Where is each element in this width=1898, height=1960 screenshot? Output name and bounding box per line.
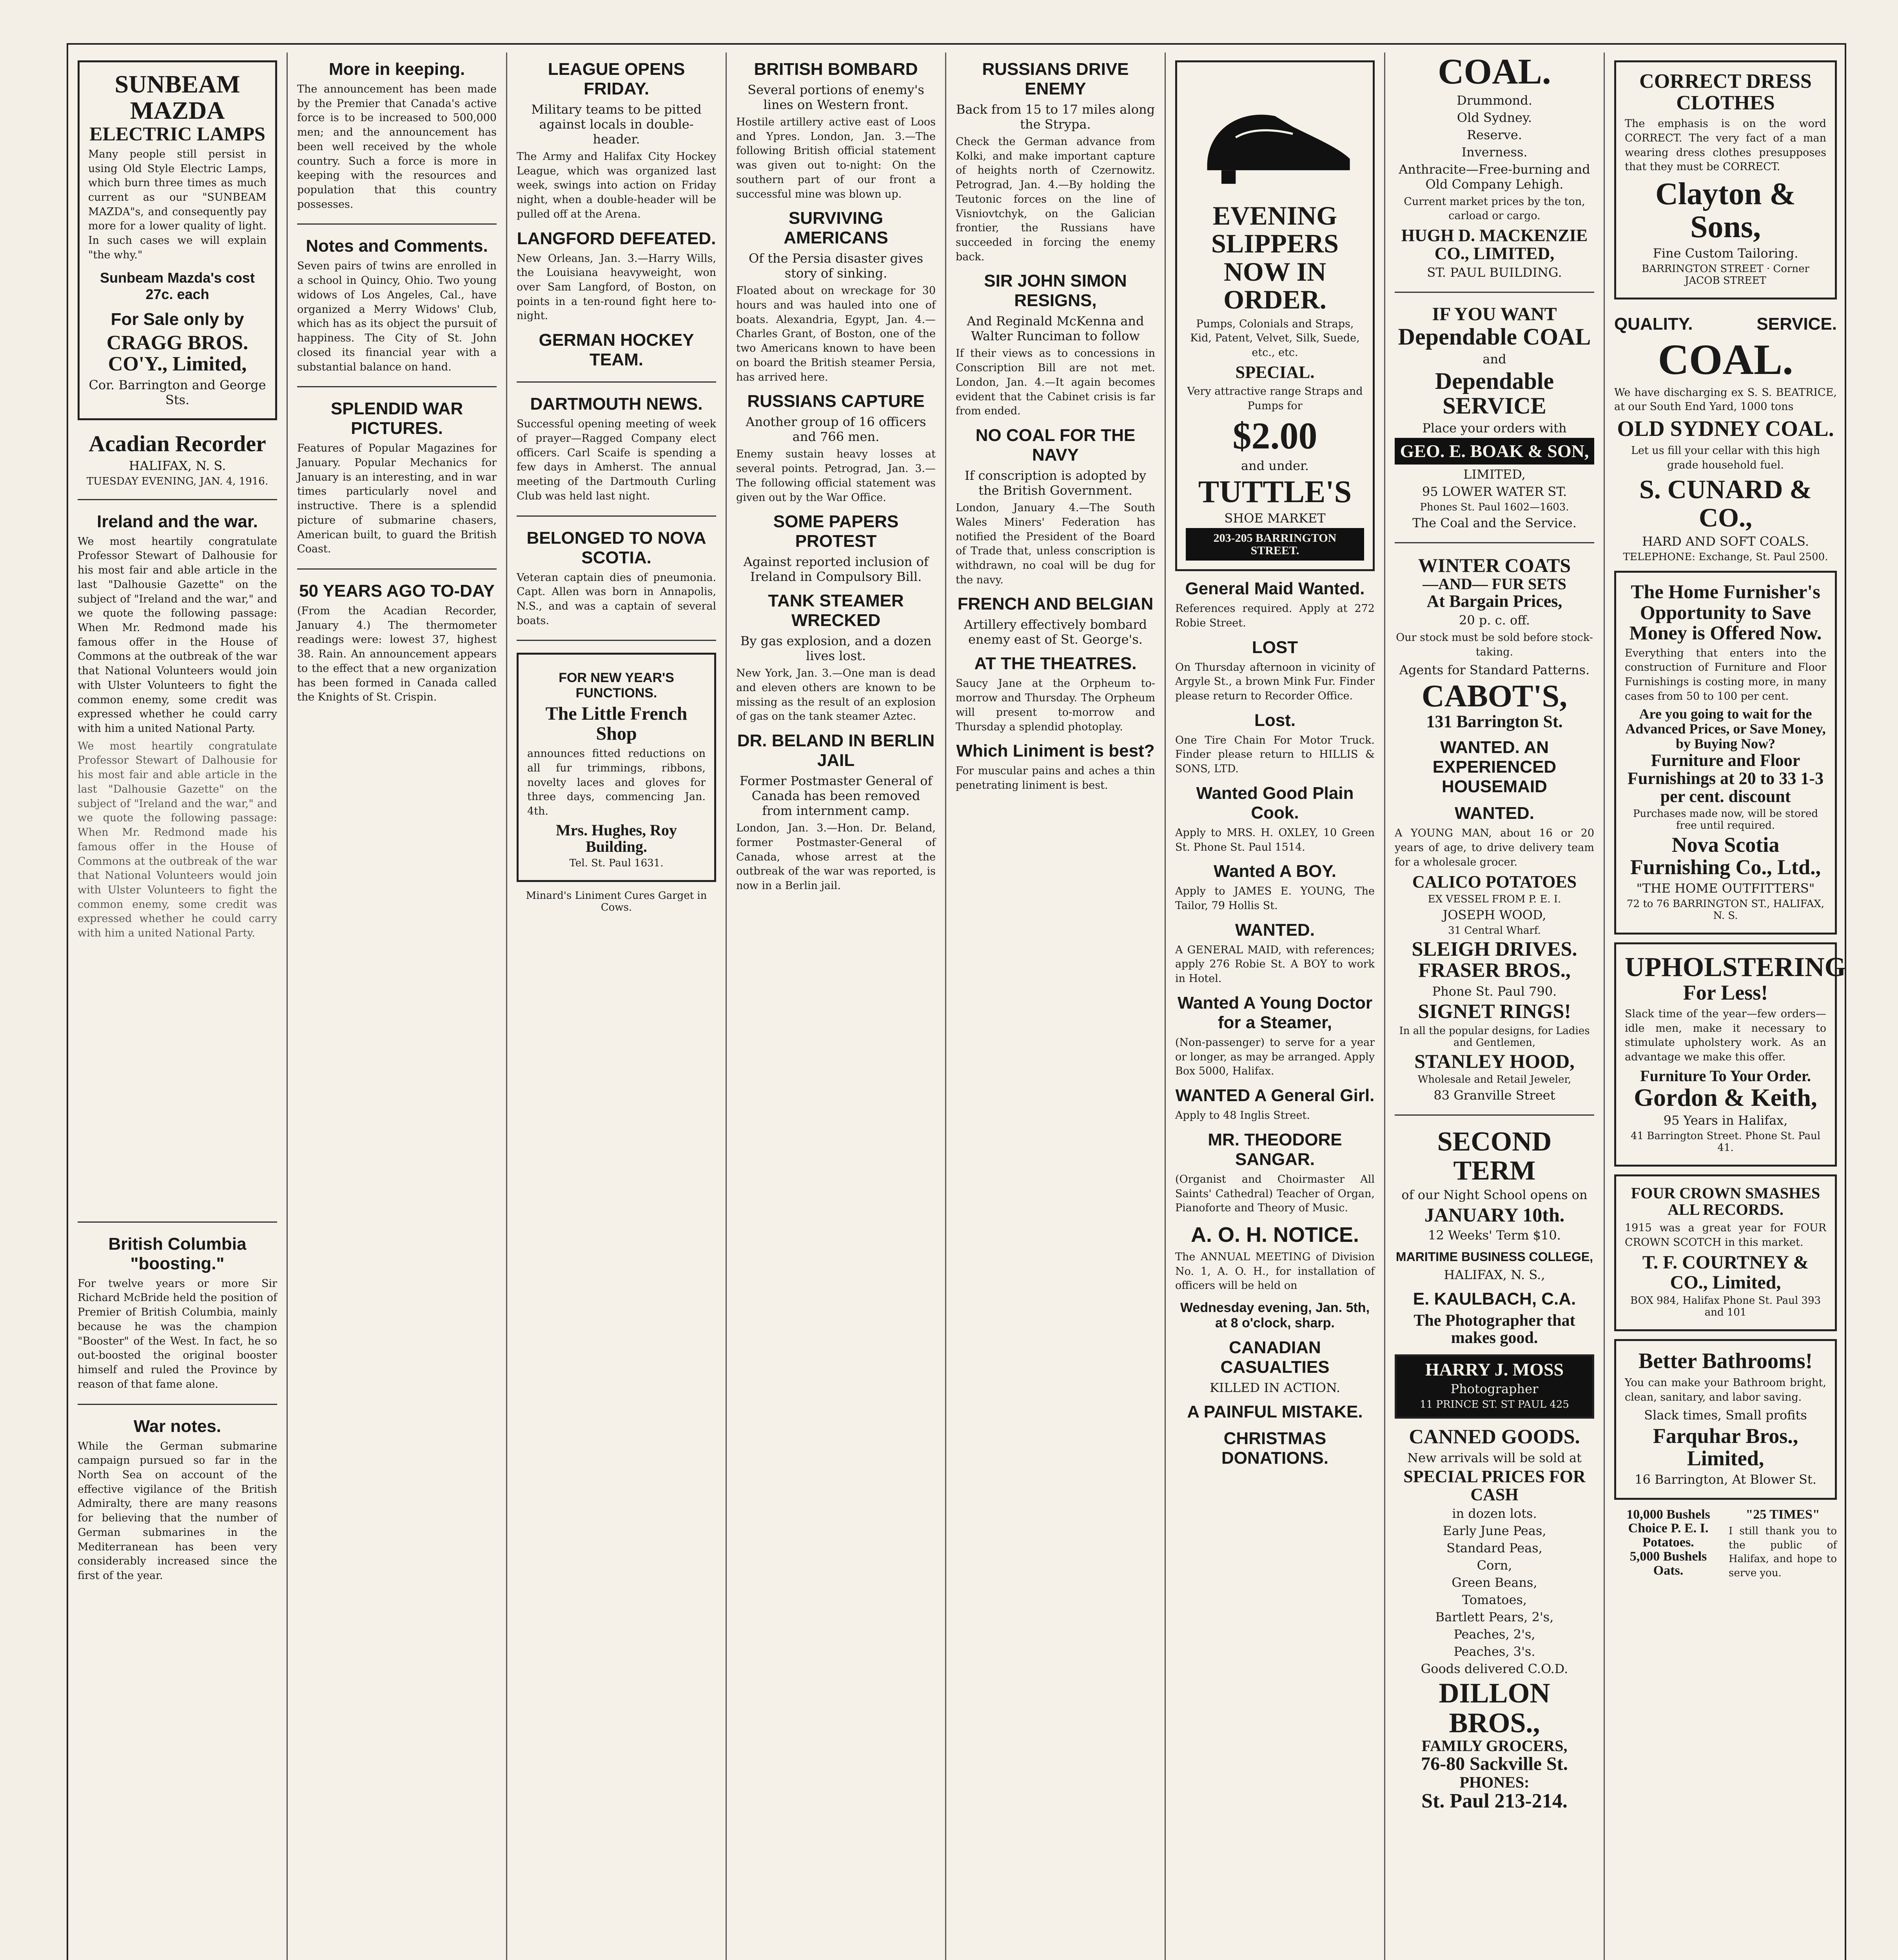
upholstering-ad	[1614, 942, 1846, 1167]
term-date: JANUARY 10th.	[1424, 1204, 1565, 1226]
headline-hockey: GERMAN HOCKEY TEAM.	[539, 330, 694, 370]
headline-notes: Notes and Comments.	[306, 236, 488, 256]
cragg-address: Cor. Barrington and George Sts.	[89, 377, 266, 407]
dillon-phones-label: PHONES:	[1459, 1773, 1530, 1791]
boak-address: 95 LOWER WATER ST.	[1422, 484, 1567, 499]
tuttle-name: TUTTLE'S	[1198, 475, 1352, 510]
article-ireland-cont: We most heartily congratulate Professor Stewart of Dalhousie for his most fair and able article in the last "Dalhousie Gazette" on the subject of "Ireland and the war," and we quote the following passage: When Mr. Redmond made his famous offer in the House of Commons at the outbreak of the war that National Volunteers would join with Ulster Volunteers to fight the common enemy, some credit was expressed whether he could carry with him a united National Party.	[78, 740, 277, 940]
times-text: I still thank you to the public of Halifax, and hope to serve you.	[1729, 1525, 1837, 1579]
special-label: SPECIAL.	[1235, 362, 1315, 382]
coal-type-1: Drummond.	[1457, 93, 1532, 108]
headline-xmas: CHRISTMAS DONATIONS.	[1221, 1429, 1328, 1468]
slack-times: Slack times, Small profits	[1644, 1408, 1807, 1423]
nsf-address: 72 to 76 BARRINGTON ST., HALIFAX, N. S.	[1626, 898, 1824, 922]
clayton-name: Clayton & Sons,	[1655, 177, 1796, 245]
column-1	[68, 53, 288, 1960]
article-keeping: The announcement has been made by the Premier that Canada's active force is to be increased to 500,000 men; and the announcement has been well received by the whole country. Such a force is more in keeping with the resources and population that this country possesses.	[297, 83, 497, 211]
headline-navy: NO COAL FOR THE NAVY	[975, 426, 1136, 465]
column-7	[1385, 53, 1605, 1960]
article-langford: New Orleans, Jan. 3.—Harry Wills, the Louisiana heavyweight, won over Sam Langford, of Boston, on points in a ten-round fight here to-night.	[517, 252, 716, 322]
goods-item-2: Standard Peas,	[1446, 1540, 1542, 1555]
quality-row	[1614, 307, 1837, 337]
subhead-russians: Another group of 16 officers and 766 men.	[746, 414, 926, 445]
headline-bombard: BRITISH BOMBARD	[754, 60, 918, 79]
shop-owner: Mrs. Hughes, Roy Building.	[556, 821, 677, 855]
service-label: SERVICE.	[1756, 314, 1837, 334]
headline-maid: General Maid Wanted.	[1185, 579, 1365, 599]
subhead-drive: Back from 15 to 17 miles along the Strypa.	[956, 102, 1155, 132]
term-text: of our Night School opens on	[1401, 1187, 1588, 1203]
cabot-name: CABOT'S,	[1421, 679, 1568, 714]
headline-league: LEAGUE OPENS FRIDAY.	[548, 60, 685, 98]
sale-label: For Sale only by	[111, 309, 244, 329]
quality-label: QUALITY.	[1614, 314, 1693, 334]
coal-type-5: Anthracite—Free-burning and Old Company Lehigh.	[1399, 162, 1590, 192]
gordon-address: 41 Barrington Street. Phone St. Paul 41.	[1630, 1130, 1821, 1154]
sangar-text: (Organist and Choirmaster All Saints' Cathedral) Teacher of Organ, Pianoforte and Theory of Music.	[1175, 1173, 1375, 1214]
slipper-headline: EVENING SLIPPERS NOW IN ORDER.	[1211, 201, 1339, 315]
dozen-lots: in dozen lots.	[1452, 1506, 1537, 1521]
text-young-man: A YOUNG MAN, about 16 or 20 years of age, to drive delivery team for a wholesale grocer.	[1395, 827, 1594, 868]
sydney-coal: OLD SYDNEY COAL.	[1617, 417, 1834, 441]
article-navy: London, January 4.—The South Wales Miners' Federation has notified the President of the Board of Trade that, unless conscription is withdrawn, no coal will be dug for the navy.	[956, 502, 1155, 586]
column-2	[288, 53, 507, 1960]
text-lost: On Thursday afternoon in vicinity of Argyle St., a brown Mink Fur. Finder please return to Recorder Office.	[1175, 661, 1375, 702]
headline-russians: RUSSIANS CAPTURE	[747, 392, 925, 411]
photographer-tagline: The Photographer that makes good.	[1414, 1311, 1575, 1347]
sunbeam-text: Many people still persist in using Old Style Electric Lamps, which burn three times as much current as our "SUNBEAM MAZDA"s, and consequently pay more for a lower quality of light. In such cases we will explain "the why."	[88, 148, 267, 261]
article-russians: Enemy sustain heavy losses at several points. Petrograd, Jan. 3.—The following official statement was given out by the War Office.	[736, 448, 936, 504]
headline-housemaid: WANTED. AN EXPERIENCED HOUSEMAID	[1432, 738, 1557, 797]
headline-keeping: More in keeping.	[328, 60, 465, 79]
price-under: and under.	[1241, 458, 1309, 474]
fur-sets: —AND— FUR SETS	[1423, 575, 1566, 593]
moss-sub: Photographer	[1450, 1381, 1539, 1397]
special-prices: SPECIAL PRICES FOR CASH	[1403, 1466, 1586, 1504]
wood-address: 31 Central Wharf.	[1448, 924, 1541, 936]
oats-text: 5,000 Bushels Oats.	[1629, 1549, 1707, 1578]
stanley-name: STANLEY HOOD,	[1414, 1050, 1575, 1072]
subhead-bombard: Several portions of enemy's lines on Western front.	[748, 82, 924, 112]
column-3	[507, 53, 727, 1960]
article-dartmouth: Successful opening meeting of week of prayer—Ragged Company elect officers. Carl Scaife is spending a few days in Amherst. The annual meeting of the Dartmouth Curling Club was held last night.	[517, 418, 716, 502]
headline-aoh: A. O. H. NOTICE.	[1190, 1223, 1359, 1247]
aoh-date: Wednesday evening, Jan. 5th, at 8 o'clock, sharp.	[1180, 1300, 1370, 1331]
headline-lost: LOST	[1252, 637, 1298, 657]
headline-wanted: WANTED.	[1235, 920, 1315, 940]
headline-years: 50 YEARS AGO TO-DAY	[299, 581, 495, 601]
cunard-name: S. CUNARD & CO.,	[1639, 474, 1812, 532]
signet-sub: In all the popular designs, for Ladies and Gentlemen,	[1399, 1025, 1590, 1049]
goods-item-3: Corn,	[1477, 1557, 1512, 1573]
headline-theatres: AT THE THEATRES.	[974, 654, 1137, 673]
bargain-prices: At Bargain Prices,	[1426, 591, 1562, 611]
headline-doctor: Wanted A Young Doctor for a Steamer,	[1178, 993, 1372, 1032]
better-text: You can make your Bathroom bright, clean, sanitary, and labor saving.	[1625, 1376, 1826, 1403]
headline-canadian: CANADIAN CASUALTIES	[1220, 1338, 1330, 1377]
moss-address: 11 PRINCE ST. ST PAUL 425	[1420, 1399, 1569, 1411]
dependable-service: Dependable SERVICE	[1435, 368, 1554, 419]
column-5	[946, 53, 1166, 1960]
dependable-coal: Dependable COAL	[1398, 323, 1591, 350]
and-label: and	[1482, 351, 1506, 367]
subhead-papers: Against reported inclusion of Ireland in Compulsory Bill.	[743, 554, 929, 584]
text-cook: Apply to MRS. H. OXLEY, 10 Green St. Phone St. Paul 1514.	[1175, 826, 1375, 853]
upholstering-text: Slack time of the year—few orders—idle men, make it necessary to stimulate upholstery work. As an advantage we make this offer.	[1625, 1007, 1826, 1063]
headline-french: FRENCH AND BELGIAN	[957, 594, 1154, 614]
sydney-text: Let us fill your cellar with this high grade household fuel.	[1631, 444, 1820, 471]
boak-phone: Phones St. Paul 1602—1603.	[1420, 501, 1569, 514]
kaulbach-name: E. KAULBACH, C.A.	[1413, 1289, 1576, 1308]
wood-name: JOSEPH WOOD,	[1443, 907, 1546, 922]
furniture-discount: Furniture and Floor Furnishings at 20 to 33 1-3 per cent. discount	[1628, 750, 1824, 806]
times-heading: "25 TIMES"	[1746, 1507, 1820, 1522]
subhead-navy: If conscription is adopted by the British Government.	[964, 468, 1147, 498]
farquhar-ad	[1614, 1339, 1837, 1500]
text-girl: Apply to 48 Inglis Street.	[1175, 1109, 1310, 1122]
article-war-notes: While the German submarine campaign pursued so far in the North Sea on account of the effective vigilance of the British Admiralty, there are many reasons for believing that the number of German submarines in the Mediterranean has been very considerably increased since the first of the year.	[78, 1440, 277, 1582]
coal1-text: Current market prices by the ton, carload or cargo.	[1404, 195, 1585, 222]
purchases-note: Purchases made now, will be stored free until required.	[1633, 808, 1818, 832]
column-6	[1166, 53, 1385, 1960]
potatoes-ad	[1614, 1508, 1722, 1583]
coal-type-4: Inverness.	[1461, 144, 1528, 160]
text-lost2: One Tire Chain For Motor Truck. Finder please return to HILLIS & SONS, LTD.	[1175, 734, 1375, 775]
moss-name: HARRY J. MOSS	[1425, 1359, 1564, 1379]
courtney-address: BOX 984, Halifax Phone St. Paul 393 and 101	[1630, 1295, 1821, 1319]
clayton-ad	[1614, 60, 1837, 299]
article-columbia: For twelve years or more Sir Richard McBride held the position of Premier of British Columbia, mainly because he was the champion "Booster" of the West. In fact, he so out-boosted the original booster himself and ruled the Province by reason of that fame alone.	[78, 1277, 277, 1390]
article-ireland: We most heartily congratulate Professor Stewart of Dalhousie for his most fair and able article in the last "Dalhousie Gazette" on the subject of "Ireland and the war," and we quote the following passage: When Mr. Redmond made his famous offer in the House of Commons at the outbreak of the war that National Volunteers would join with Ulster Volunteers to fight the common enemy, some credit was expressed whether he could carry with him a united National Party.	[78, 535, 277, 735]
signet-rings: SIGNET RINGS!	[1418, 1000, 1571, 1023]
canned-goods: CANNED GOODS.	[1409, 1426, 1580, 1448]
cunard-phone: TELEPHONE: Exchange, St. Paul 2500.	[1623, 551, 1828, 563]
canned-text: New arrivals will be sold at	[1407, 1450, 1582, 1465]
article-liniment: For muscular pains and aches a thin penetrating liniment is best.	[956, 765, 1155, 791]
article-league: The Army and Halifax City Hockey League, which was organized last week, swings into action on Friday night, when a double-header will be pulled off at the Arena.	[517, 151, 716, 220]
headline-resigns: SIR JOHN SIMON RESIGNS,	[984, 271, 1127, 310]
headline-lost2: Lost.	[1254, 710, 1296, 730]
bargain-pct: 20 p. c. off.	[1459, 612, 1530, 628]
cabot-agents: Agents for Standard Patterns.	[1399, 662, 1590, 678]
text-wanted: A GENERAL MAID, with references; apply 276 Robie St. A BOY to work in Hotel.	[1175, 944, 1375, 985]
stanley-address: 83 Granville Street	[1433, 1088, 1555, 1103]
article-pictures: Features of Popular Magazines for January. Popular Mechanics for January is an interesting, and in war times particularly novel and instructive. There is a splendid picture of submarine chasers, American built, to guard the British Coast.	[297, 442, 497, 555]
article-tank: New York, Jan. 3.—One man is dead and eleven others are known to be missing as the result of an explosion of gas on the tank steamer Aztec.	[736, 667, 936, 723]
headline-mistake: A PAINFUL MISTAKE.	[1187, 1402, 1363, 1422]
headline-drive: RUSSIANS DRIVE ENEMY	[982, 60, 1129, 98]
goods-item-1: Early June Peas,	[1443, 1523, 1546, 1538]
shop-text: announces fitted reductions on all fur trimmings, ribbons, novelty laces and gloves for three days, commencing Jan. 4th.	[527, 748, 706, 818]
subhead-canadian: KILLED IN ACTION.	[1210, 1380, 1340, 1396]
coal-heading-1: COAL.	[1438, 53, 1551, 91]
article-beland: London, Jan. 3.—Hon. Dr. Beland, former Postmaster-General of Canada, whose arrest at the outbreak of the war was reported, is now in a Berlin jail.	[736, 822, 936, 892]
text-boy: Apply to JAMES E. YOUNG, The Tailor, 79 Hollis St.	[1175, 885, 1375, 912]
nsf-sub: "THE HOME OUTFITTERS"	[1636, 880, 1815, 896]
article-surviving: Floated about on wreckage for 30 hours and was hauled into one of boats. Alexandria, Egypt, Jan. 4.—Charles Grant, of Boston, one of the two Americans known to have been on board the British steamer Persia, has arrived here.	[736, 285, 936, 383]
fraser-name: FRASER BROS.,	[1418, 959, 1571, 982]
subhead-french: Artillery effectively bombard enemy east of St. George's.	[964, 617, 1147, 647]
coal-text: We have discharging ex S. S. BEATRICE, at our South End Yard, 1000 tons	[1614, 386, 1837, 413]
farquhar-address: 16 Barrington, At Blower St.	[1635, 1472, 1816, 1487]
column-4	[727, 53, 946, 1960]
dillon-name: DILLON BROS.,	[1439, 1677, 1550, 1739]
mbc-address: HALIFAX, N. S.,	[1444, 1267, 1545, 1282]
headline-girl: WANTED A General Girl.	[1175, 1086, 1375, 1105]
article-theatres: Saucy Jane at the Orpheum to-morrow and Thursday. The Orpheum will present to-morrow and Thursday a splendid photoplay.	[956, 677, 1155, 733]
dillon-phone: St. Paul 213-214.	[1421, 1789, 1568, 1812]
article-years: (From the Acadian Recorder, January 4.) The thermometer readings were: lowest 37, highest 38. Rain. An announcement appears to the effect that a new organization has been formed in Canada called the Knights of St. Crispin.	[297, 604, 497, 704]
advance-question: Are you going to wait for the Advanced Prices, or Save Money, by Buying Now?	[1625, 706, 1826, 751]
gordon-sub: 95 Years in Halifax,	[1663, 1112, 1788, 1128]
boak-name: GEO. E. BOAK & SON,	[1395, 438, 1594, 465]
sleigh-drives: SLEIGH DRIVES.	[1412, 938, 1577, 960]
stanley-sub: Wholesale and Retail Jeweler,	[1417, 1074, 1571, 1086]
subhead-surviving: Of the Persia disaster gives story of sinking.	[748, 251, 924, 281]
special-text: Very attractive range Straps and Pumps for	[1187, 385, 1363, 412]
mackenzie-name: HUGH D. MACKENZIE CO., LIMITED,	[1401, 226, 1588, 263]
tuttle-ad	[1175, 60, 1375, 571]
headline-tank: TANK STEAMER WRECKED	[768, 591, 904, 630]
slipper-price: $2.00	[1232, 415, 1317, 457]
boak-ltd: LIMITED,	[1463, 467, 1526, 482]
headline-war-notes: War notes.	[133, 1416, 221, 1436]
mackenzie-address: ST. PAUL BUILDING.	[1427, 265, 1562, 280]
sunbeam-subtitle: ELECTRIC LAMPS	[89, 123, 265, 145]
subhead-tank: By gas explosion, and a dozen lives lost.	[740, 633, 932, 664]
crown-ad	[1614, 1174, 1837, 1331]
headline-langford: LANGFORD DEFEATED.	[517, 229, 716, 248]
crown-text: 1915 was a great year for FOUR CROWN SCOTCH in this market.	[1625, 1221, 1826, 1249]
times-ad	[1729, 1508, 1837, 1583]
potatoes-text: 10,000 Bushels Choice P. E. I. Potatoes.	[1626, 1507, 1710, 1550]
paper-date: TUESDAY EVENING, JAN. 4, 1916.	[86, 475, 269, 487]
subhead-resigns: And Reginald McKenna and Walter Runciman to follow	[967, 314, 1144, 344]
headline-beland: DR. BELAND IN BERLIN JAIL	[737, 731, 935, 770]
paper-masthead: Acadian Recorder	[89, 430, 266, 456]
headline-liniment: Which Liniment is best?	[956, 741, 1155, 761]
crown-heading: FOUR CROWN SMASHES ALL RECORDS.	[1631, 1184, 1820, 1218]
fraser-phone: Phone St. Paul 790.	[1432, 984, 1557, 999]
sunbeam-price: Sunbeam Mazda's cost 27c. each	[100, 269, 255, 302]
headline-columbia: British Columbia "boosting."	[108, 1234, 247, 1273]
headline-young-man: WANTED.	[1455, 804, 1534, 823]
slipper-text: Pumps, Colonials and Straps, Kid, Patent, Velvet, Silk, Suede, etc., etc.	[1190, 318, 1360, 359]
cragg-name: CRAGG BROS. CO'Y., Limited,	[106, 331, 249, 376]
mbc-name: MARITIME BUSINESS COLLEGE,	[1395, 1249, 1593, 1264]
sangar-name: MR. THEODORE SANGAR.	[1208, 1130, 1342, 1169]
cod-note: Goods delivered C.O.D.	[1421, 1661, 1568, 1676]
moss-ad	[1395, 1354, 1594, 1419]
article-notes: Seven pairs of twins are enrolled in a school in Quincy, Ohio. Two young widows of Los Angeles, Cal., have organized a Merry Widows' Club, which has as its object the pursuit of happiness. The City of St. John closed its financial year with a substantial balance on hand.	[297, 260, 497, 373]
correct-text: The emphasis is on the word CORRECT. The very fact of a man wearing dress clothes presupposes that they must be CORRECT.	[1625, 118, 1826, 173]
shop-phone: Tel. St. Paul 1631.	[569, 857, 664, 869]
sunbeam-title: SUNBEAM MAZDA	[114, 70, 240, 125]
ifyou: IF YOU WANT	[1432, 304, 1557, 325]
goods-item-5: Tomatoes,	[1462, 1592, 1527, 1607]
functions-heading: FOR NEW YEAR'S FUNCTIONS.	[559, 670, 674, 701]
tuttle-address: 203-205 BARRINGTON STREET.	[1186, 528, 1364, 561]
calico-potatoes: CALICO POTATOES	[1412, 872, 1577, 891]
boak-tagline: The Coal and the Service.	[1412, 515, 1577, 531]
nsf-name: Nova Scotia Furnishing Co., Ltd.,	[1630, 833, 1821, 879]
clayton-address: BARRINGTON STREET · Corner JACOB STREET	[1642, 263, 1809, 287]
subhead-league: Military teams to be pitted against locals in double-header.	[531, 102, 702, 147]
article-belonged: Veteran captain dies of pneumonia. Capt. Allen was born in Annapolis, N.S., and was a captain of several boats.	[517, 571, 716, 627]
coal-heading-2: COAL.	[1658, 336, 1793, 384]
article-resigns: If their views as to concessions in Conscription Bill are not met. London, Jan. 4.—It again becomes evident that the Cabinet crisis is far from ended.	[956, 347, 1155, 417]
calico-sub: EX VESSEL FROM P. E. I.	[1428, 893, 1561, 905]
article-drive: Check the German advance from Kolki, and make important capture of heights north of Czernowitz. Petrograd, Jan. 4.—By holding the Teutonic forces on the line of Visniovtchyk, on the Galician frontier, the Russians have succeeded in forcing the enemy back.	[956, 136, 1155, 263]
furnishing-ad	[1614, 571, 1837, 935]
gordon-name: Gordon & Keith,	[1634, 1083, 1817, 1111]
minard-ad: Minard's Liniment Cures Garget in Cows.	[526, 889, 707, 913]
cunard-sub: HARD AND SOFT COALS.	[1642, 534, 1809, 549]
goods-item-8: Peaches, 3's.	[1453, 1644, 1535, 1659]
term-fee: 12 Weeks' Term $10.	[1428, 1227, 1561, 1243]
goods-item-4: Green Beans,	[1452, 1575, 1537, 1590]
goods-item-7: Peaches, 2's,	[1453, 1626, 1535, 1642]
dillon-sub: FAMILY GROCERS,	[1421, 1737, 1568, 1755]
coal-type-2: Old Sydney.	[1457, 110, 1532, 125]
headline-belonged: BELONGED TO NOVA SCOTIA.	[526, 528, 706, 567]
column-8	[1605, 53, 1846, 1960]
dillon-address: 76-80 Sackville St.	[1421, 1753, 1568, 1775]
text-aoh: The ANNUAL MEETING of Division No. 1, A. O. H., for installation of officers will be held on	[1175, 1250, 1375, 1292]
clayton-sub: Fine Custom Tailoring.	[1653, 246, 1798, 261]
upholstering-heading: UPHOLSTERING	[1625, 952, 1846, 982]
winter-coats: WINTER COATS	[1418, 554, 1571, 577]
slipper-icon	[1186, 71, 1364, 200]
sunbeam-ad	[78, 60, 277, 420]
courtney-name: T. F. COURTNEY & CO., Limited,	[1642, 1252, 1809, 1293]
second-term: SECOND TERM	[1437, 1127, 1552, 1186]
headline-cook: Wanted Good Plain Cook.	[1196, 783, 1354, 822]
headline-ireland: Ireland and the war.	[97, 512, 258, 531]
better-bathrooms: Better Bathrooms!	[1638, 1349, 1813, 1374]
upholstering-order: Furniture To Your Order.	[1640, 1067, 1811, 1085]
upholstering-less: For Less!	[1683, 981, 1768, 1005]
headline-dartmouth: DARTMOUTH NEWS.	[530, 394, 703, 414]
bottom-ads-row	[1614, 1508, 1837, 1583]
place-label: Place your orders with	[1422, 420, 1567, 436]
shop-name: The Little French Shop	[545, 703, 688, 744]
text-doctor: (Non-passenger) to serve for a year or longer, as may be arranged. Apply Box 5000, Halifax.	[1175, 1036, 1375, 1078]
headline-pictures: SPLENDID WAR PICTURES.	[330, 399, 463, 438]
headline-papers: SOME PAPERS PROTEST	[773, 512, 899, 551]
bargain-text: Our stock must be sold before stock-taking.	[1396, 631, 1593, 658]
furnisher-text: Everything that enters into the construction of Furniture and Floor Furnishings is costing more, in many cases from 50 to 100 per cent.	[1625, 647, 1826, 702]
correct-heading: CORRECT DRESS CLOTHES	[1639, 70, 1812, 114]
goods-item-6: Bartlett Pears, 2's,	[1435, 1609, 1554, 1624]
farquhar-name: Farquhar Bros., Limited,	[1653, 1424, 1798, 1470]
cabot-address: 131 Barrington St.	[1426, 712, 1563, 731]
tuttle-sub: SHOE MARKET	[1224, 511, 1326, 526]
coal-type-3: Reserve.	[1467, 127, 1522, 142]
furnisher-heading: The Home Furnisher's Opportunity to Save Money is Offered Now.	[1629, 581, 1822, 644]
headline-surviving: SURVIVING AMERICANS	[784, 209, 888, 248]
article-bombard: Hostile artillery active east of Loos and Ypres. London, Jan. 3.—The following British official statement was given out to-night: On the southern part of our front a successful mine was blown up.	[736, 116, 936, 200]
headline-boy: Wanted A BOY.	[1214, 862, 1336, 881]
paper-location: HALIFAX, N. S.	[129, 458, 226, 473]
newspaper-page	[67, 43, 1846, 1960]
text-maid: References required. Apply at 272 Robie Street.	[1175, 603, 1375, 629]
subhead-beland: Former Postmaster General of Canada has been removed from internment camp.	[739, 773, 933, 818]
french-shop-ad	[517, 653, 716, 882]
